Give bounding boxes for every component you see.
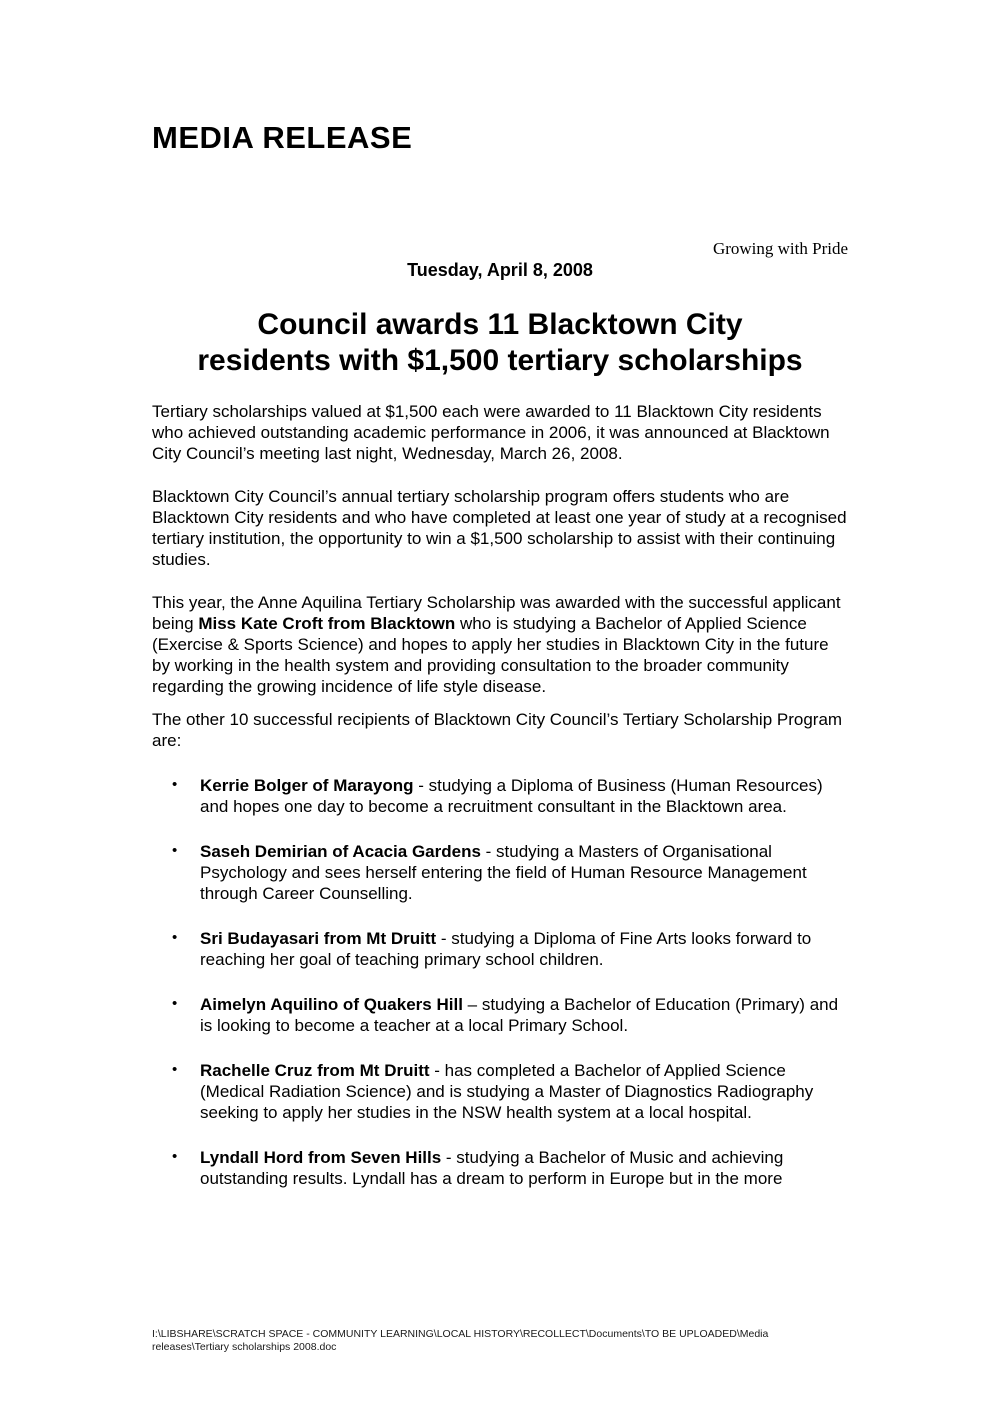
bullet-icon: • <box>172 929 178 946</box>
bullet-icon: • <box>172 1148 178 1165</box>
recipient-details: – studying a Bachelor of Education (Primary) and is looking to become a teacher at a local Primary School. <box>200 995 839 1035</box>
release-date: Tuesday, April 8, 2008 <box>407 260 593 280</box>
paragraph-program: Blacktown City Council’s annual tertiary scholarship program offers students who are Blacktown City residents and who have completed at least one year of study at a recognised tertiary institution, the opportunity to win a $1,500 scholarship to assist with their continuing studies. <box>152 487 847 569</box>
headline-line-2: residents with $1,500 tertiary scholarships <box>197 344 803 377</box>
paragraph-other-recipients-intro: The other 10 successful recipients of Blacktown City Council’s Tertiary Scholarship Program are: <box>152 710 843 750</box>
recipient-details: - studying a Diploma of Business (Human Resources) and hopes one day to become a recruitment consultant in the Blacktown area. <box>200 776 823 816</box>
bullet-icon: • <box>172 842 178 859</box>
recipient-name-kate-croft: Miss Kate Croft from Blacktown <box>198 614 456 633</box>
recipient-name: Aimelyn Aquilino of Quakers Hill <box>200 995 463 1014</box>
document-kicker: MEDIA RELEASE <box>152 120 413 155</box>
recipient-details: - studying a Bachelor of Music and achieving outstanding results. Lyndall has a dream to perform in Europe but in the more <box>200 1148 784 1188</box>
recipient-name: Saseh Demirian of Acacia Gardens <box>200 842 481 861</box>
headline <box>152 307 848 379</box>
recipient-name: Lyndall Hord from Seven Hills <box>200 1148 442 1167</box>
bullet-icon: • <box>172 1061 178 1078</box>
paragraph-anne-aquilina-after: who is studying a Bachelor of Applied Science (Exercise & Sports Science) and hopes to apply her studies in Blacktown City in the future by working in the health system and providing consultation to the broader community regarding the growing incidence of life style disease. <box>152 614 829 696</box>
bullet-icon: • <box>172 776 178 793</box>
recipient-details: - has completed a Bachelor of Applied Science (Medical Radiation Science) and is studying a Master of Diagnostics Radiography seeking to apply her studies in the NSW health system at a local hospital. <box>200 1061 814 1122</box>
recipient-item <box>152 775 848 817</box>
recipient-details: - studying a Diploma of Fine Arts looks forward to reaching her goal of teaching primary school children. <box>200 929 812 969</box>
council-motto: Growing with Pride <box>712 239 848 258</box>
body-copy <box>152 401 848 1189</box>
recipient-item <box>152 1060 848 1123</box>
recipient-item <box>152 928 848 970</box>
document-file-path: I:\LIBSHARE\SCRATCH SPACE - COMMUNITY LEARNING\LOCAL HISTORY\RECOLLECT\Documents\TO BE UPLOADED\Media releases\Tertiary scholarships 2008.doc <box>152 1328 769 1353</box>
recipient-name: Kerrie Bolger of Marayong <box>200 776 414 795</box>
paragraph-anne-aquilina-before: This year, the Anne Aquilina Tertiary Scholarship was awarded with the successful applicant being <box>152 593 841 633</box>
recipient-name: Rachelle Cruz from Mt Druitt <box>200 1061 430 1080</box>
recipient-name: Sri Budayasari from Mt Druitt <box>200 929 437 948</box>
recipient-details: - studying a Masters of Organisational Psychology and sees herself entering the field of Human Resource Management through Career Counselling. <box>200 842 807 903</box>
paragraph-lead: Tertiary scholarships valued at $1,500 each were awarded to 11 Blacktown City residents who achieved outstanding academic performance in 2006, it was announced at Blacktown City Council’s meeting last night, Wednesday, March 26, 2008. <box>152 402 830 463</box>
headline-line-1: Council awards 11 Blacktown City <box>257 308 743 341</box>
bullet-icon: • <box>172 995 178 1012</box>
recipient-item <box>152 841 848 904</box>
recipient-item <box>152 1147 848 1189</box>
recipient-list <box>152 775 848 1189</box>
recipient-item <box>152 994 848 1036</box>
paragraph-anne-aquilina <box>152 592 848 697</box>
